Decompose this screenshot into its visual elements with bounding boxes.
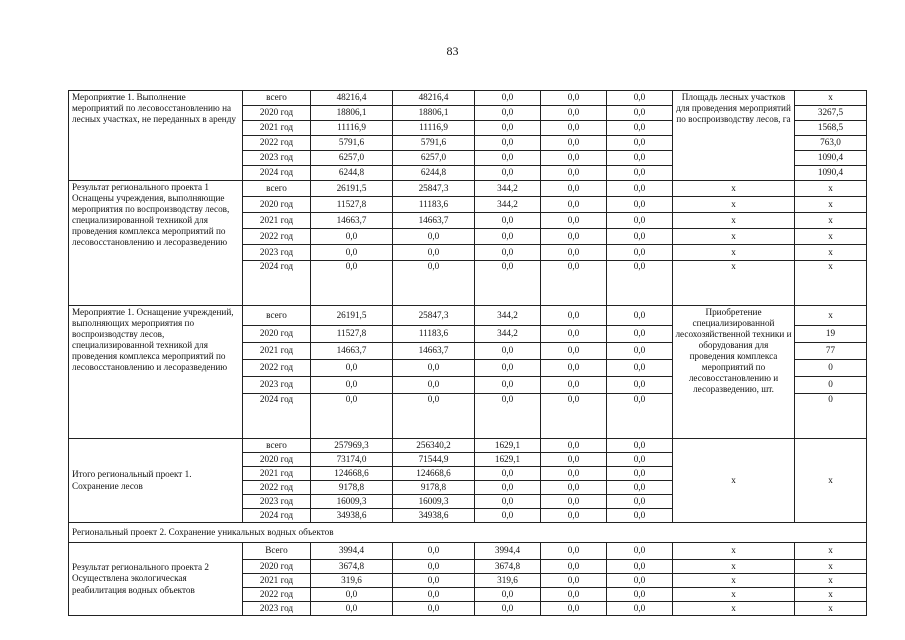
- amount-cell: 11183,6: [393, 197, 475, 213]
- amount-cell: 3674,8: [311, 560, 393, 574]
- year-cell: всего: [243, 439, 311, 453]
- amount-cell: 0,0: [607, 394, 673, 439]
- amount-cell: 71544,9: [393, 453, 475, 467]
- amount-cell: 0,0: [311, 588, 393, 602]
- year-cell: 2022 год: [243, 360, 311, 377]
- year-cell: Всего: [243, 543, 311, 560]
- amount-cell: 48216,4: [311, 91, 393, 106]
- amount-cell: 16009,3: [393, 495, 475, 509]
- indicator-value: x: [795, 245, 867, 261]
- amount-cell: 0,0: [311, 360, 393, 377]
- amount-cell: 0,0: [607, 377, 673, 394]
- year-cell: 2020 год: [243, 326, 311, 343]
- amount-cell: 0,0: [607, 588, 673, 602]
- amount-cell: 344,2: [475, 197, 541, 213]
- amount-cell: 0,0: [393, 560, 475, 574]
- indicator-cell: x: [673, 602, 795, 616]
- indicator-value: x: [795, 588, 867, 602]
- year-cell: 2022 год: [243, 481, 311, 495]
- amount-cell: 0,0: [393, 229, 475, 245]
- measure-description: Мероприятие 1. Выполнение мероприятий по лесовосстановлению на лесных участках, не переданных в аренду: [69, 91, 243, 181]
- amount-cell: 0,0: [475, 121, 541, 136]
- year-cell: 2023 год: [243, 602, 311, 616]
- indicator-value: x: [795, 574, 867, 588]
- total-description: Итого региональный проект 1. Сохранение лесов: [69, 439, 243, 523]
- amount-cell: 0,0: [475, 394, 541, 439]
- amount-cell: 0,0: [393, 261, 475, 306]
- amount-cell: 0,0: [475, 261, 541, 306]
- amount-cell: 6244,8: [393, 166, 475, 181]
- amount-cell: 14663,7: [311, 213, 393, 229]
- amount-cell: 14663,7: [311, 343, 393, 360]
- indicator-value: 763,0: [795, 136, 867, 151]
- amount-cell: 0,0: [311, 229, 393, 245]
- indicator-value: 1568,5: [795, 121, 867, 136]
- indicator-value: 1090,4: [795, 166, 867, 181]
- indicator-value: x: [795, 197, 867, 213]
- amount-cell: 3994,4: [475, 543, 541, 560]
- amount-cell: 0,0: [607, 560, 673, 574]
- indicator-value: x: [795, 261, 867, 306]
- year-cell: 2020 год: [243, 197, 311, 213]
- amount-cell: 0,0: [541, 453, 607, 467]
- year-cell: 2024 год: [243, 261, 311, 306]
- year-cell: 2022 год: [243, 229, 311, 245]
- amount-cell: 0,0: [475, 360, 541, 377]
- amount-cell: 6257,0: [311, 151, 393, 166]
- amount-cell: 0,0: [541, 360, 607, 377]
- year-cell: всего: [243, 306, 311, 326]
- amount-cell: 1629,1: [475, 453, 541, 467]
- amount-cell: 11527,8: [311, 197, 393, 213]
- amount-cell: 0,0: [475, 481, 541, 495]
- amount-cell: 0,0: [393, 588, 475, 602]
- result-description: Результат регионального проекта 1 Оснащены учреждения, выполняющие мероприятия по воспроизводству лесов, специализированной техникой для проведения комплекса мероприятий по лесовосстановлению и лесоразведению: [69, 181, 243, 306]
- amount-cell: 0,0: [475, 106, 541, 121]
- indicator-value: x: [795, 306, 867, 326]
- amount-cell: 0,0: [393, 377, 475, 394]
- amount-cell: 0,0: [607, 343, 673, 360]
- amount-cell: 0,0: [607, 181, 673, 197]
- amount-cell: 0,0: [475, 377, 541, 394]
- year-cell: 2021 год: [243, 121, 311, 136]
- indicator-cell: x: [673, 229, 795, 245]
- amount-cell: 0,0: [475, 495, 541, 509]
- indicator-cell: x: [673, 560, 795, 574]
- indicator-cell: x: [673, 574, 795, 588]
- table-row: [69, 439, 867, 453]
- amount-cell: 0,0: [541, 560, 607, 574]
- amount-cell: 0,0: [311, 394, 393, 439]
- indicator-name: Приобретение специализированной лесохозяйственной техники и оборудования для проведения комплекса мероприятий по лесовосстановлению и лесоразведению, шт.: [673, 306, 795, 439]
- amount-cell: 0,0: [541, 229, 607, 245]
- indicator-cell: x: [673, 245, 795, 261]
- amount-cell: 18806,1: [311, 106, 393, 121]
- year-cell: 2022 год: [243, 136, 311, 151]
- amount-cell: 0,0: [541, 261, 607, 306]
- amount-cell: 0,0: [475, 602, 541, 616]
- amount-cell: 0,0: [475, 229, 541, 245]
- measure-description: Мероприятие 1. Оснащение учреждений, выполняющих мероприятия по воспроизводству лесов, специализированной техникой для проведения комплекса мероприятий по лесовосстановлению и лесоразведению: [69, 306, 243, 439]
- amount-cell: 124668,6: [311, 467, 393, 481]
- amount-cell: 1629,1: [475, 439, 541, 453]
- indicator-value: x: [795, 213, 867, 229]
- amount-cell: 0,0: [607, 467, 673, 481]
- amount-cell: 0,0: [607, 360, 673, 377]
- amount-cell: 0,0: [607, 439, 673, 453]
- amount-cell: 9178,8: [311, 481, 393, 495]
- year-cell: 2023 год: [243, 151, 311, 166]
- amount-cell: 0,0: [311, 261, 393, 306]
- year-cell: 2023 год: [243, 495, 311, 509]
- amount-cell: 16009,3: [311, 495, 393, 509]
- amount-cell: 0,0: [393, 543, 475, 560]
- amount-cell: 0,0: [393, 245, 475, 261]
- amount-cell: 5791,6: [393, 136, 475, 151]
- amount-cell: 124668,6: [393, 467, 475, 481]
- amount-cell: 3994,4: [311, 543, 393, 560]
- indicator-value: 3267,5: [795, 106, 867, 121]
- amount-cell: 0,0: [607, 136, 673, 151]
- indicator-value: x: [795, 181, 867, 197]
- amount-cell: 0,0: [541, 377, 607, 394]
- amount-cell: 25847,3: [393, 306, 475, 326]
- amount-cell: 0,0: [607, 602, 673, 616]
- amount-cell: 6244,8: [311, 166, 393, 181]
- amount-cell: 0,0: [311, 377, 393, 394]
- amount-cell: 0,0: [541, 509, 607, 523]
- indicator-value: 0: [795, 377, 867, 394]
- amount-cell: 0,0: [475, 343, 541, 360]
- amount-cell: 0,0: [541, 106, 607, 121]
- year-cell: 2020 год: [243, 453, 311, 467]
- amount-cell: 256340,2: [393, 439, 475, 453]
- year-cell: всего: [243, 181, 311, 197]
- indicator-value: 77: [795, 343, 867, 360]
- indicator-value: x: [795, 439, 867, 523]
- amount-cell: 0,0: [607, 106, 673, 121]
- amount-cell: 0,0: [311, 245, 393, 261]
- indicator-value: 19: [795, 326, 867, 343]
- indicator-value: x: [795, 91, 867, 106]
- amount-cell: 0,0: [607, 543, 673, 560]
- amount-cell: 0,0: [541, 439, 607, 453]
- indicator-value: x: [795, 560, 867, 574]
- table-row: [69, 543, 867, 560]
- year-cell: 2021 год: [243, 467, 311, 481]
- amount-cell: 0,0: [607, 306, 673, 326]
- amount-cell: 0,0: [541, 197, 607, 213]
- year-cell: 2020 год: [243, 560, 311, 574]
- indicator-cell: x: [673, 197, 795, 213]
- amount-cell: 34938,6: [311, 509, 393, 523]
- year-cell: 2023 год: [243, 377, 311, 394]
- amount-cell: 0,0: [541, 467, 607, 481]
- amount-cell: 0,0: [541, 245, 607, 261]
- amount-cell: 0,0: [607, 261, 673, 306]
- amount-cell: 0,0: [311, 602, 393, 616]
- amount-cell: 0,0: [541, 181, 607, 197]
- amount-cell: 0,0: [541, 495, 607, 509]
- table-row: [69, 181, 867, 197]
- amount-cell: 9178,8: [393, 481, 475, 495]
- amount-cell: 11116,9: [393, 121, 475, 136]
- amount-cell: 344,2: [475, 326, 541, 343]
- amount-cell: 5791,6: [311, 136, 393, 151]
- amount-cell: 0,0: [541, 166, 607, 181]
- amount-cell: 0,0: [607, 574, 673, 588]
- section-title: Региональный проект 2. Сохранение уникальных водных объектов: [69, 523, 867, 543]
- amount-cell: 0,0: [541, 602, 607, 616]
- year-cell: 2020 год: [243, 106, 311, 121]
- page-number: 83: [446, 44, 459, 58]
- indicator-cell: x: [673, 543, 795, 560]
- amount-cell: 0,0: [607, 91, 673, 106]
- indicator-value: x: [795, 543, 867, 560]
- amount-cell: 0,0: [541, 543, 607, 560]
- amount-cell: 0,0: [475, 588, 541, 602]
- amount-cell: 34938,6: [393, 509, 475, 523]
- amount-cell: 0,0: [607, 229, 673, 245]
- amount-cell: 11116,9: [311, 121, 393, 136]
- indicator-value: x: [795, 229, 867, 245]
- amount-cell: 0,0: [475, 213, 541, 229]
- indicator-cell: x: [673, 213, 795, 229]
- amount-cell: 11183,6: [393, 326, 475, 343]
- amount-cell: 73174,0: [311, 453, 393, 467]
- amount-cell: 0,0: [475, 151, 541, 166]
- amount-cell: 0,0: [607, 213, 673, 229]
- indicator-value: 0: [795, 360, 867, 377]
- amount-cell: 319,6: [475, 574, 541, 588]
- amount-cell: 0,0: [541, 588, 607, 602]
- amount-cell: 0,0: [541, 136, 607, 151]
- amount-cell: 48216,4: [393, 91, 475, 106]
- amount-cell: 344,2: [475, 181, 541, 197]
- amount-cell: 0,0: [393, 394, 475, 439]
- indicator-name: Площадь лесных участков для проведения мероприятий по воспроизводству лесов, га: [673, 91, 795, 181]
- indicator-cell: x: [673, 181, 795, 197]
- indicator-value: 0: [795, 394, 867, 439]
- amount-cell: 6257,0: [393, 151, 475, 166]
- indicator-cell: x: [673, 439, 795, 523]
- amount-cell: 0,0: [607, 121, 673, 136]
- amount-cell: 0,0: [607, 197, 673, 213]
- amount-cell: 0,0: [607, 166, 673, 181]
- indicator-value: x: [795, 602, 867, 616]
- indicator-cell: x: [673, 261, 795, 306]
- amount-cell: 0,0: [393, 574, 475, 588]
- amount-cell: 0,0: [607, 453, 673, 467]
- amount-cell: 26191,5: [311, 181, 393, 197]
- year-cell: 2024 год: [243, 394, 311, 439]
- amount-cell: 14663,7: [393, 213, 475, 229]
- amount-cell: 0,0: [475, 245, 541, 261]
- amount-cell: 319,6: [311, 574, 393, 588]
- amount-cell: 14663,7: [393, 343, 475, 360]
- amount-cell: 3674,8: [475, 560, 541, 574]
- year-cell: 2024 год: [243, 509, 311, 523]
- amount-cell: 0,0: [541, 91, 607, 106]
- amount-cell: 0,0: [475, 91, 541, 106]
- amount-cell: 0,0: [541, 151, 607, 166]
- amount-cell: 0,0: [607, 245, 673, 261]
- amount-cell: 0,0: [541, 213, 607, 229]
- year-cell: 2023 год: [243, 245, 311, 261]
- amount-cell: 0,0: [607, 326, 673, 343]
- amount-cell: 0,0: [475, 467, 541, 481]
- amount-cell: 344,2: [475, 306, 541, 326]
- result-description: Результат регионального проекта 2 Осуществлена экологическая реабилитация водных объектов: [69, 543, 243, 616]
- amount-cell: 0,0: [475, 136, 541, 151]
- amount-cell: 25847,3: [393, 181, 475, 197]
- amount-cell: 0,0: [393, 602, 475, 616]
- amount-cell: 0,0: [541, 326, 607, 343]
- amount-cell: 0,0: [475, 166, 541, 181]
- year-cell: 2024 год: [243, 166, 311, 181]
- amount-cell: 0,0: [393, 360, 475, 377]
- program-table: [68, 90, 867, 616]
- amount-cell: 0,0: [541, 121, 607, 136]
- amount-cell: 0,0: [607, 151, 673, 166]
- amount-cell: 26191,5: [311, 306, 393, 326]
- amount-cell: 0,0: [541, 394, 607, 439]
- amount-cell: 0,0: [541, 481, 607, 495]
- table-row: [69, 306, 867, 326]
- indicator-cell: x: [673, 588, 795, 602]
- table-row: [69, 91, 867, 106]
- amount-cell: 11527,8: [311, 326, 393, 343]
- table-row: [69, 523, 867, 543]
- year-cell: 2021 год: [243, 343, 311, 360]
- year-cell: 2021 год: [243, 574, 311, 588]
- amount-cell: 0,0: [541, 574, 607, 588]
- amount-cell: 0,0: [541, 306, 607, 326]
- amount-cell: 0,0: [607, 509, 673, 523]
- year-cell: 2021 год: [243, 213, 311, 229]
- amount-cell: 0,0: [541, 343, 607, 360]
- year-cell: 2022 год: [243, 588, 311, 602]
- amount-cell: 18806,1: [393, 106, 475, 121]
- indicator-value: 1090,4: [795, 151, 867, 166]
- amount-cell: 0,0: [607, 481, 673, 495]
- year-cell: всего: [243, 91, 311, 106]
- amount-cell: 0,0: [607, 495, 673, 509]
- amount-cell: 0,0: [475, 509, 541, 523]
- amount-cell: 257969,3: [311, 439, 393, 453]
